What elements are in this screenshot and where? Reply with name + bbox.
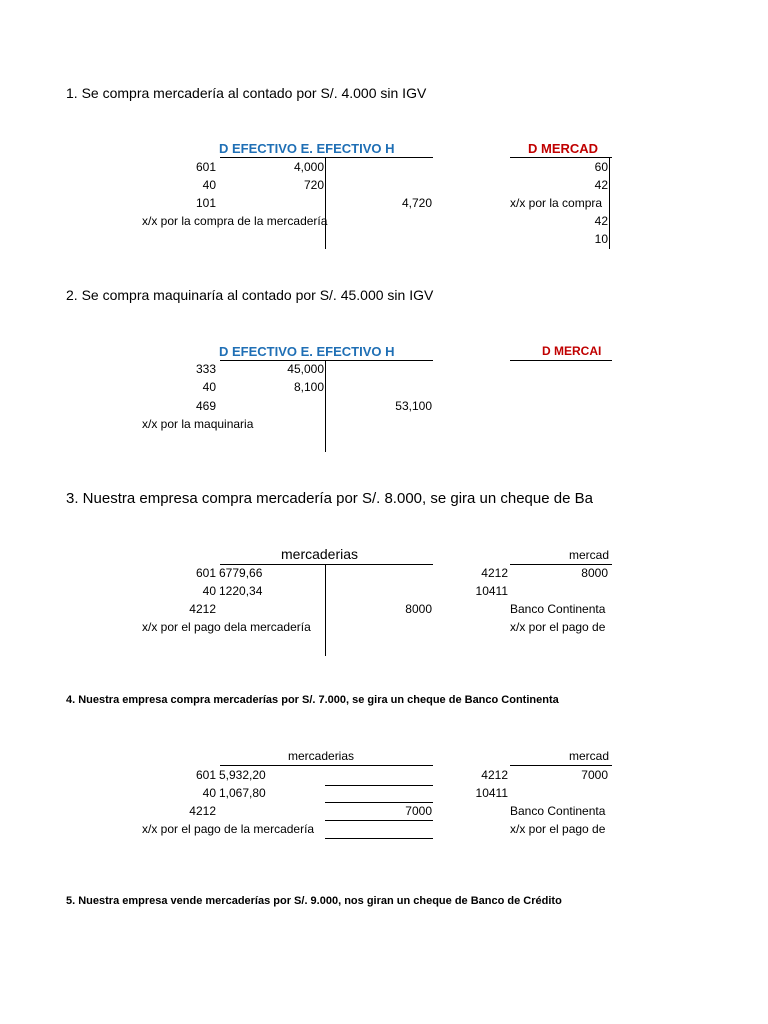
q3-right-account-header: mercad [569, 548, 610, 562]
q1-right-t-top [510, 157, 612, 158]
q1-left-t-stem [325, 157, 326, 249]
q1-left-t-top [220, 157, 433, 158]
q2-row3-credit: 53,100 [395, 399, 432, 413]
q2-row2-debit: 8,100 [293, 380, 324, 394]
q4-row2-code: 40 [202, 786, 216, 800]
question-2-title: 2. Se compra maquinaría al contado por S/. 45.000 sin IGV [66, 287, 434, 303]
q4-row3-code: 4212 [189, 804, 216, 818]
q3-right-row2-code: 10411 [475, 584, 508, 598]
q3-left-t-top [220, 564, 433, 565]
q2-row2-code: 40 [202, 380, 216, 394]
q3-right-note: x/x por el pago de [510, 620, 606, 634]
question-3-title: 3. Nuestra empresa compra mercadería por S/. 8.000, se gira un cheque de Ba [66, 490, 593, 507]
question-5-title: 5. Nuestra empresa vende mercaderías por S/. 9.000, nos giran un cheque de Banco de Crédito [66, 895, 562, 907]
q4-row1-code: 601 [195, 768, 216, 782]
q3-right-t-top [510, 564, 612, 565]
q2-left-note: x/x por la maquinaria [142, 417, 254, 431]
q4-right-bank: Banco Continenta [510, 804, 606, 818]
q1-row1-debit: 4,000 [293, 160, 324, 174]
q2-right-account-header: D MERCAI [542, 344, 602, 358]
q3-row1-code: 601 [195, 566, 216, 580]
q2-right-t-top [510, 360, 612, 361]
q3-row2-code: 40 [202, 584, 216, 598]
q1-right-t-stem [609, 157, 610, 249]
q4-row2-debit: 1,067,80 [219, 786, 266, 800]
q4-left-account-header: mercaderias [288, 749, 355, 763]
q4-right-account-header: mercad [569, 749, 610, 763]
q2-row1-debit: 45,000 [287, 362, 324, 376]
question-1-title: 1. Se compra mercadería al contado por S/. 4.000 sin IGV [66, 85, 427, 101]
q2-row1-code: 333 [195, 362, 216, 376]
q4-row3-credit: 7000 [405, 804, 432, 818]
q1-right-line1: 60 [594, 160, 608, 174]
q4-right-note: x/x por el pago de [510, 822, 606, 836]
q3-left-account-header: mercaderias [281, 546, 359, 562]
q3-row3-credit: 8000 [405, 602, 432, 616]
q1-right-line5: 10 [594, 232, 608, 246]
q1-right-line4: 42 [594, 214, 608, 228]
q4-right-t-top [510, 765, 612, 766]
q1-row3-credit: 4,720 [401, 196, 432, 210]
q1-right-line3: x/x por la compra [510, 196, 603, 210]
q3-left-t-stem [325, 564, 326, 656]
q3-left-note: x/x por el pago dela mercadería [142, 620, 311, 634]
q4-left-rule-4 [325, 838, 433, 839]
q2-row3-code: 469 [195, 399, 216, 413]
question-4-title: 4. Nuestra empresa compra mercaderías por S/. 7.000, se gira un cheque de Banco Continenta [66, 694, 559, 706]
q1-left-note: x/x por la compra de la mercadería [142, 214, 328, 228]
q3-row1-debit: 6779,66 [219, 566, 263, 580]
q4-left-rule-3 [325, 820, 433, 821]
q3-right-bank: Banco Continenta [510, 602, 606, 616]
q4-right-row2-code: 10411 [475, 786, 508, 800]
q3-right-row1-code: 4212 [481, 566, 508, 580]
q2-left-t-stem [325, 360, 326, 452]
q1-right-account-header: D MERCAD [528, 141, 599, 156]
q4-row1-debit: 5,932,20 [219, 768, 266, 782]
q2-left-account-header: D EFECTIVO E. EFECTIVO H [219, 344, 395, 359]
q3-row3-code: 4212 [189, 602, 216, 616]
q1-row3-code: 101 [195, 196, 216, 210]
q3-right-row1-value: 8000 [581, 566, 608, 580]
q1-row1-code: 601 [195, 160, 216, 174]
q4-left-note: x/x por el pago de la mercadería [142, 822, 315, 836]
q4-left-rule-1 [325, 785, 433, 786]
q3-row2-debit: 1220,34 [219, 584, 263, 598]
q4-left-rule-2 [325, 802, 433, 803]
q4-right-row1-value: 7000 [581, 768, 608, 782]
q4-left-t-top [220, 765, 433, 766]
q1-right-line2: 42 [594, 178, 608, 192]
q4-right-row1-code: 4212 [481, 768, 508, 782]
q1-row2-debit: 720 [303, 178, 324, 192]
q2-left-t-top [220, 360, 433, 361]
q1-left-account-header: D EFECTIVO E. EFECTIVO H [219, 141, 395, 156]
q1-row2-code: 40 [202, 178, 216, 192]
